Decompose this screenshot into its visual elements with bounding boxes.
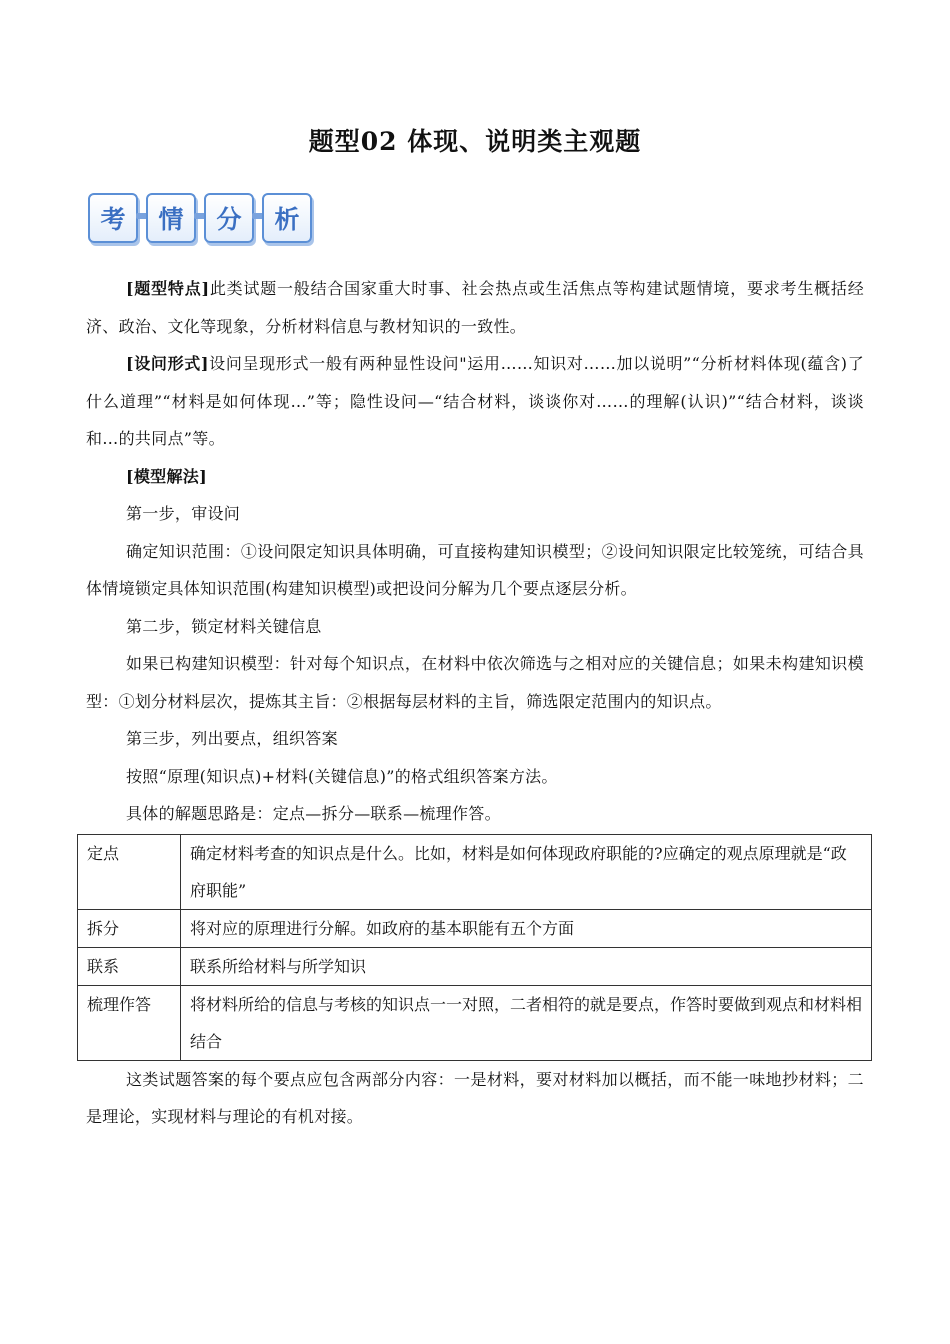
closing-text: 这类试题答案的每个要点应包含两部分内容：一是材料，要对材料加以概括，而不能一味地抄材料；二是理论，实现材料与理论的有机对接。 [86,1069,864,1126]
method-label: [模型解法] [126,466,207,486]
badge-kao: 考 [88,193,138,243]
document-body [86,270,864,1136]
step1-title: 第一步，审设问 [126,504,241,523]
step2-title: 第二步，锁定材料关键信息 [126,616,322,636]
badge-fen: 分 [204,193,254,243]
step3-title: 第三步，列出要点，组织答案 [126,729,338,748]
table-row [78,947,872,985]
badge-xi: 析 [262,193,312,243]
table-cell-value: 将对应的原理进行分解。如政府的基本职能有五个方面 [181,909,872,947]
form-text: 设问呈现形式一般有两种显性设问"运用……知识对……加以说明”“分析材料体现(蕴含)了什么道理”“材料是如何体现…”等；隐性设问—“结合材料，谈谈你对……的理解(认识)”“结合材料，谈谈和…的共同点”等。 [86,354,864,448]
table-cell-value: 将材料所给的信息与考核的知识点一一对照，二者相符的就是要点，作答时要做到观点和材料相结合 [181,985,872,1060]
table-cell-key: 定点 [78,834,181,909]
table-cell-key: 联系 [78,947,181,985]
feature-text: 此类试题一般结合国家重大时事、社会热点或生活焦点等构建试题情境，要求考生概括经济、政治、文化等现象，分析材料信息与教材知识的一致性。 [86,279,864,336]
form-paragraph [86,345,864,458]
table-cell-key: 梳理作答 [78,985,181,1060]
badge-qing: 情 [146,193,196,243]
table-cell-key: 拆分 [78,909,181,947]
table-cell-value: 联系所给材料与所学知识 [181,947,872,985]
table-row [78,834,872,909]
table-cell-value: 确定材料考查的知识点是什么。比如，材料是如何体现政府职能的?应确定的观点原理就是“政府职能” [181,834,872,909]
step2-text: 如果已构建知识模型：针对每个知识点，在材料中依次筛选与之相对应的关键信息；如果未构建知识模型：①划分材料层次，提炼其主旨：②根据每层材料的主旨，筛选限定范围内的知识点。 [86,654,864,711]
table-row [78,909,872,947]
approach-table [77,834,872,1061]
page-title: 题型02 体现、说明类主观题 [308,127,642,156]
form-label: [设问形式] [126,354,209,373]
step1-text: 确定知识范围：①设问限定知识具体明确，可直接构建知识模型；②设问知识限定比较笼统，可结合具体情境锁定具体知识范围(构建知识模型)或把设问分解为几个要点逐层分析。 [86,541,864,598]
feature-paragraph [86,270,864,345]
step3-text: 按照“原理(知识点)+材料(关键信息)”的格式组织答案方法。 [126,766,558,786]
approach-text: 具体的解题思路是：定点—拆分—联系—梳理作答。 [126,804,501,823]
table-row [78,985,872,1060]
feature-label: [题型特点] [126,279,210,298]
